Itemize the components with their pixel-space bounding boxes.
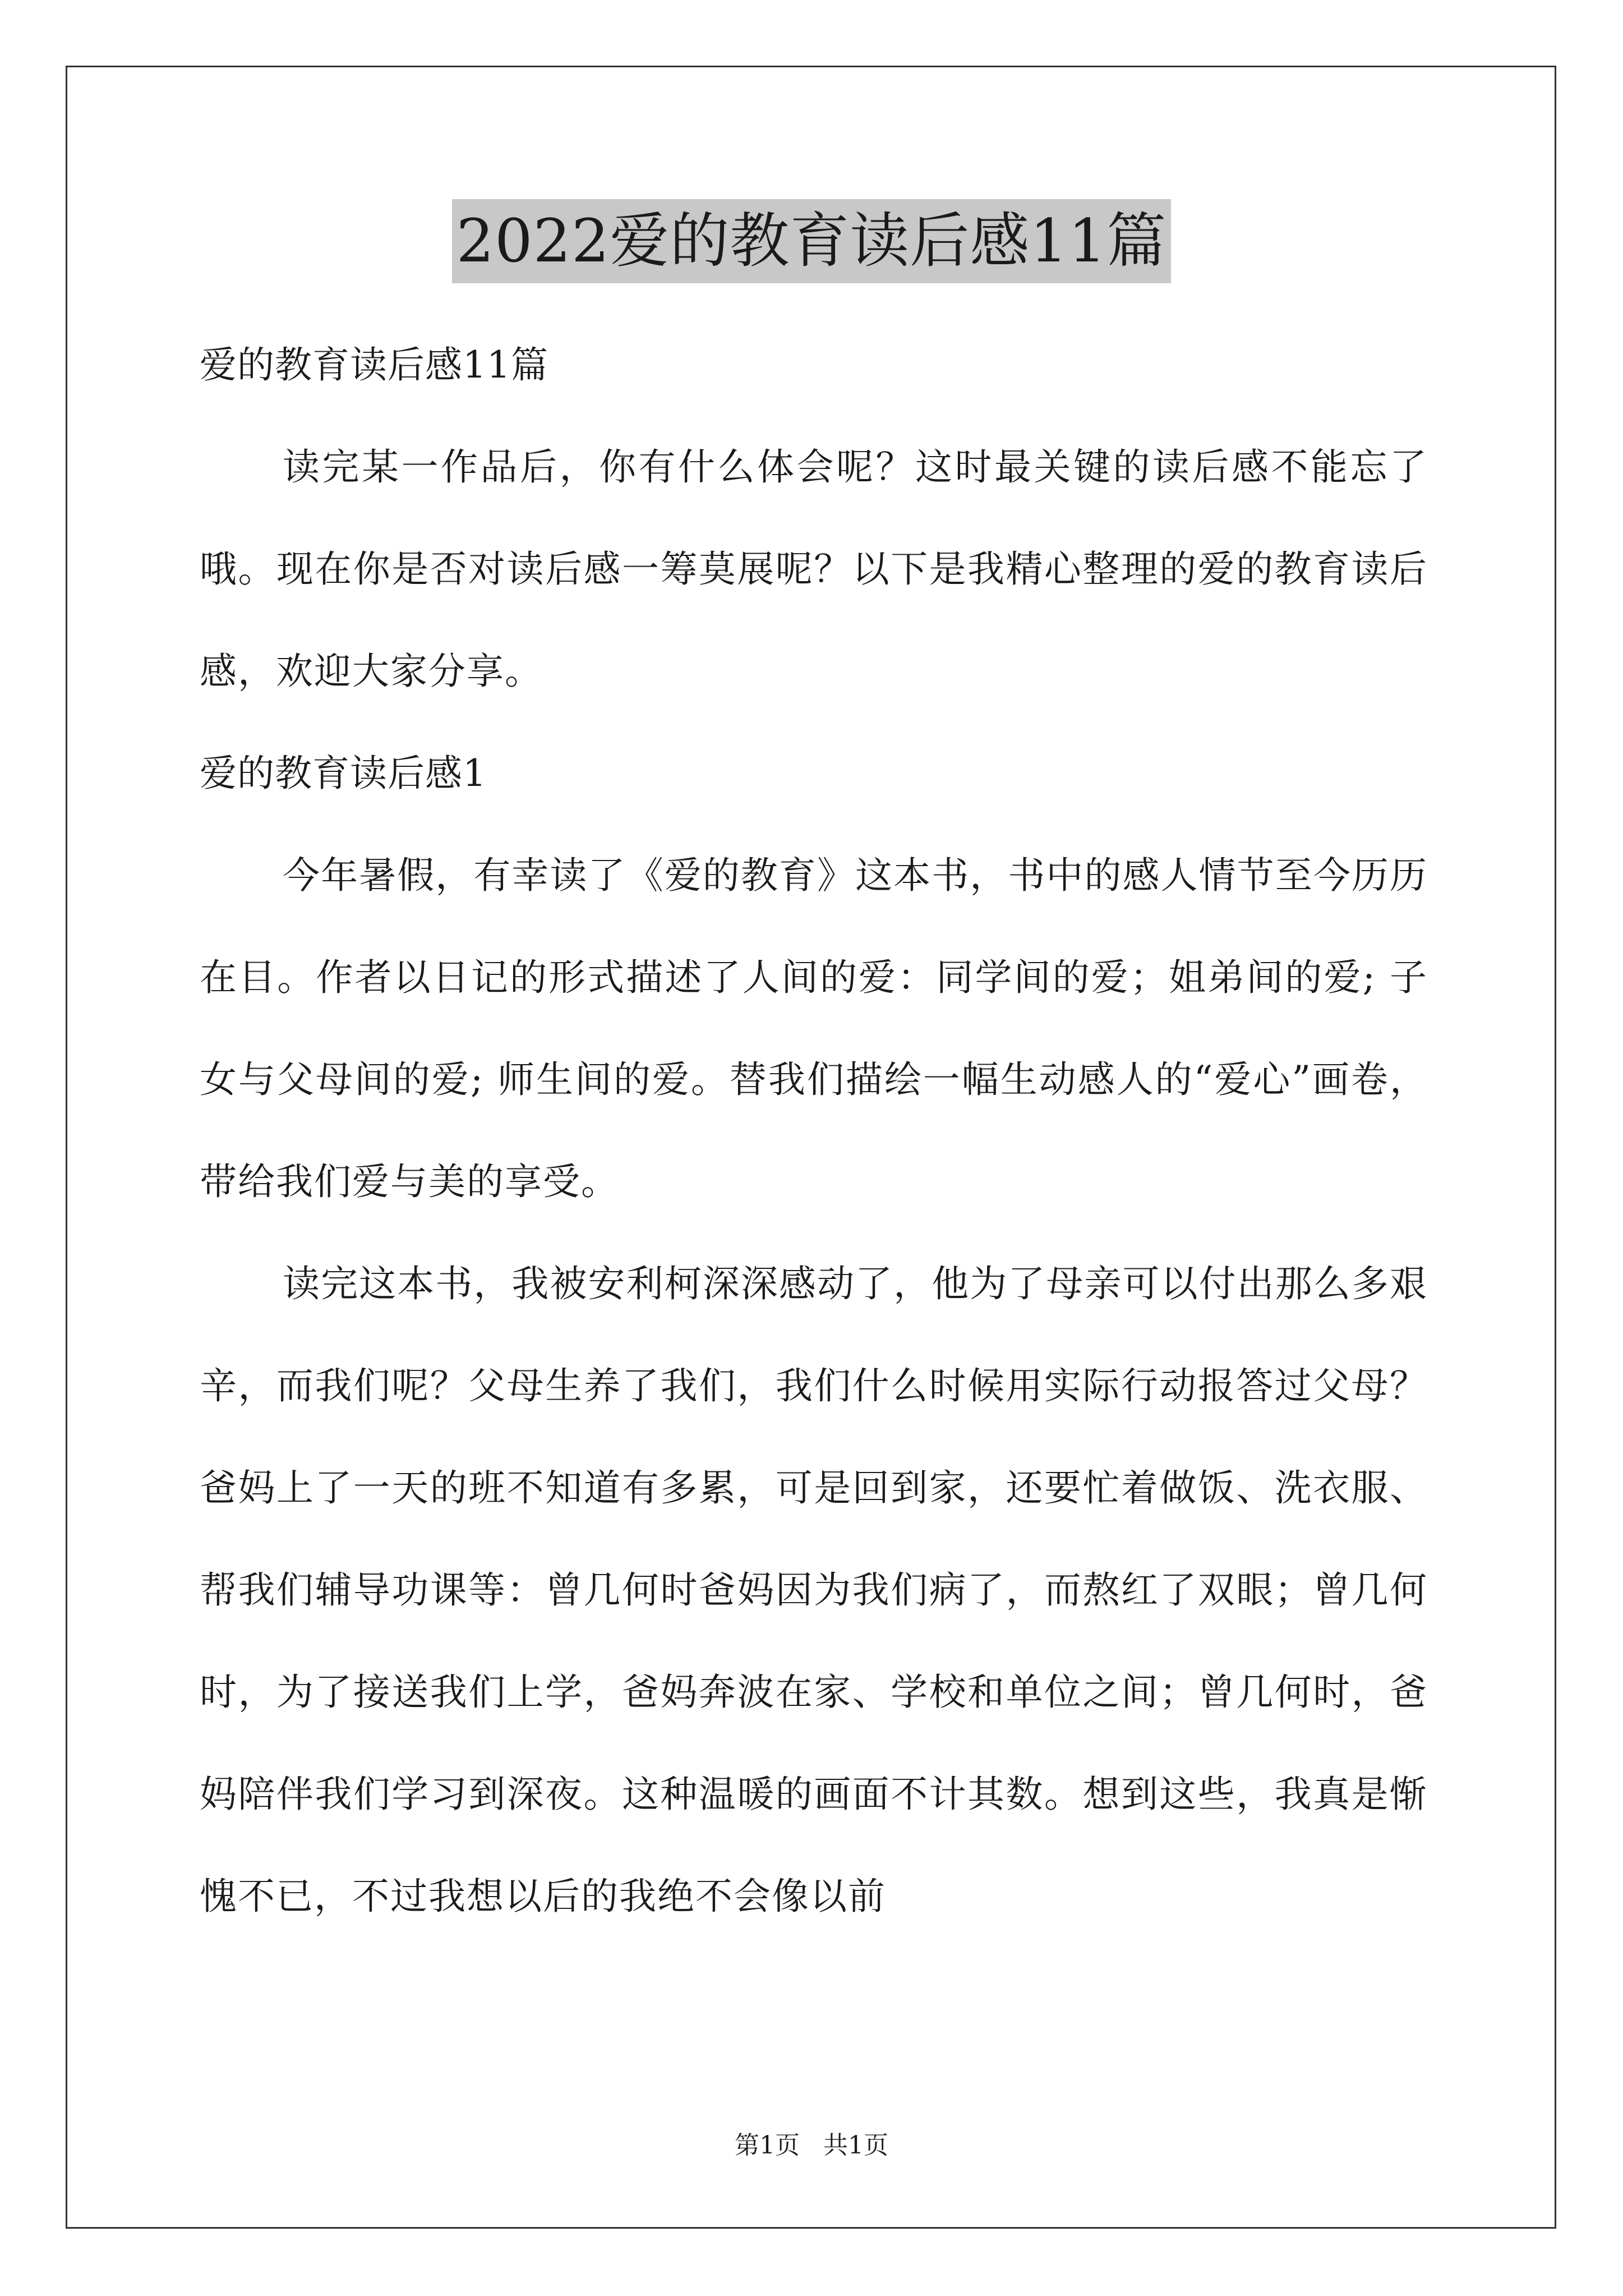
document-title: 2022爱的教育读后感11篇	[452, 199, 1172, 283]
page-number: 第1页	[735, 2131, 800, 2160]
section-heading: 爱的教育读后感11篇	[200, 343, 548, 386]
body-paragraph: 读完这本书，我被安利柯深深感动了，他为了母亲可以付出那么多艰辛，而我们呢？父母生养了我们，我们什么时候用实际行动报答过父母？爸妈上了一天的班不知道有多累，可是回到家，还要忙着做饭、洗衣服、帮我们辅导功课等：曾几何时爸妈因为我们病了，而熬红了双眼；曾几何时，为了接送我们上学，爸妈奔波在家、学校和单位之间；曾几何时，爸妈陪伴我们学习到深夜。这种温暖的画面不计其数。想到这些，我真是惭愧不已，不过我想以后的我绝不会像以前	[200, 1262, 1428, 1918]
intro-paragraph: 读完某一作品后，你有什么体会呢？这时最关键的读后感不能忘了哦。现在你是否对读后感一筹莫展呢？以下是我精心整理的爱的教育读后感，欢迎大家分享。	[200, 445, 1428, 693]
title-container	[0, 199, 1623, 283]
page-footer	[0, 2129, 1623, 2162]
section-heading: 爱的教育读后感1	[200, 752, 487, 795]
document-body	[200, 314, 1428, 1948]
body-paragraph: 今年暑假，有幸读了《爱的教育》这本书，书中的感人情节至今历历在目。作者以日记的形式描述了人间的爱：同学间的爱；姐弟间的爱; 子女与父母间的爱; 师生间的爱。替我们描绘一幅生动感人的“爱心”画卷，带给我们爱与美的享受。	[200, 854, 1428, 1203]
page-total: 共1页	[823, 2131, 888, 2160]
